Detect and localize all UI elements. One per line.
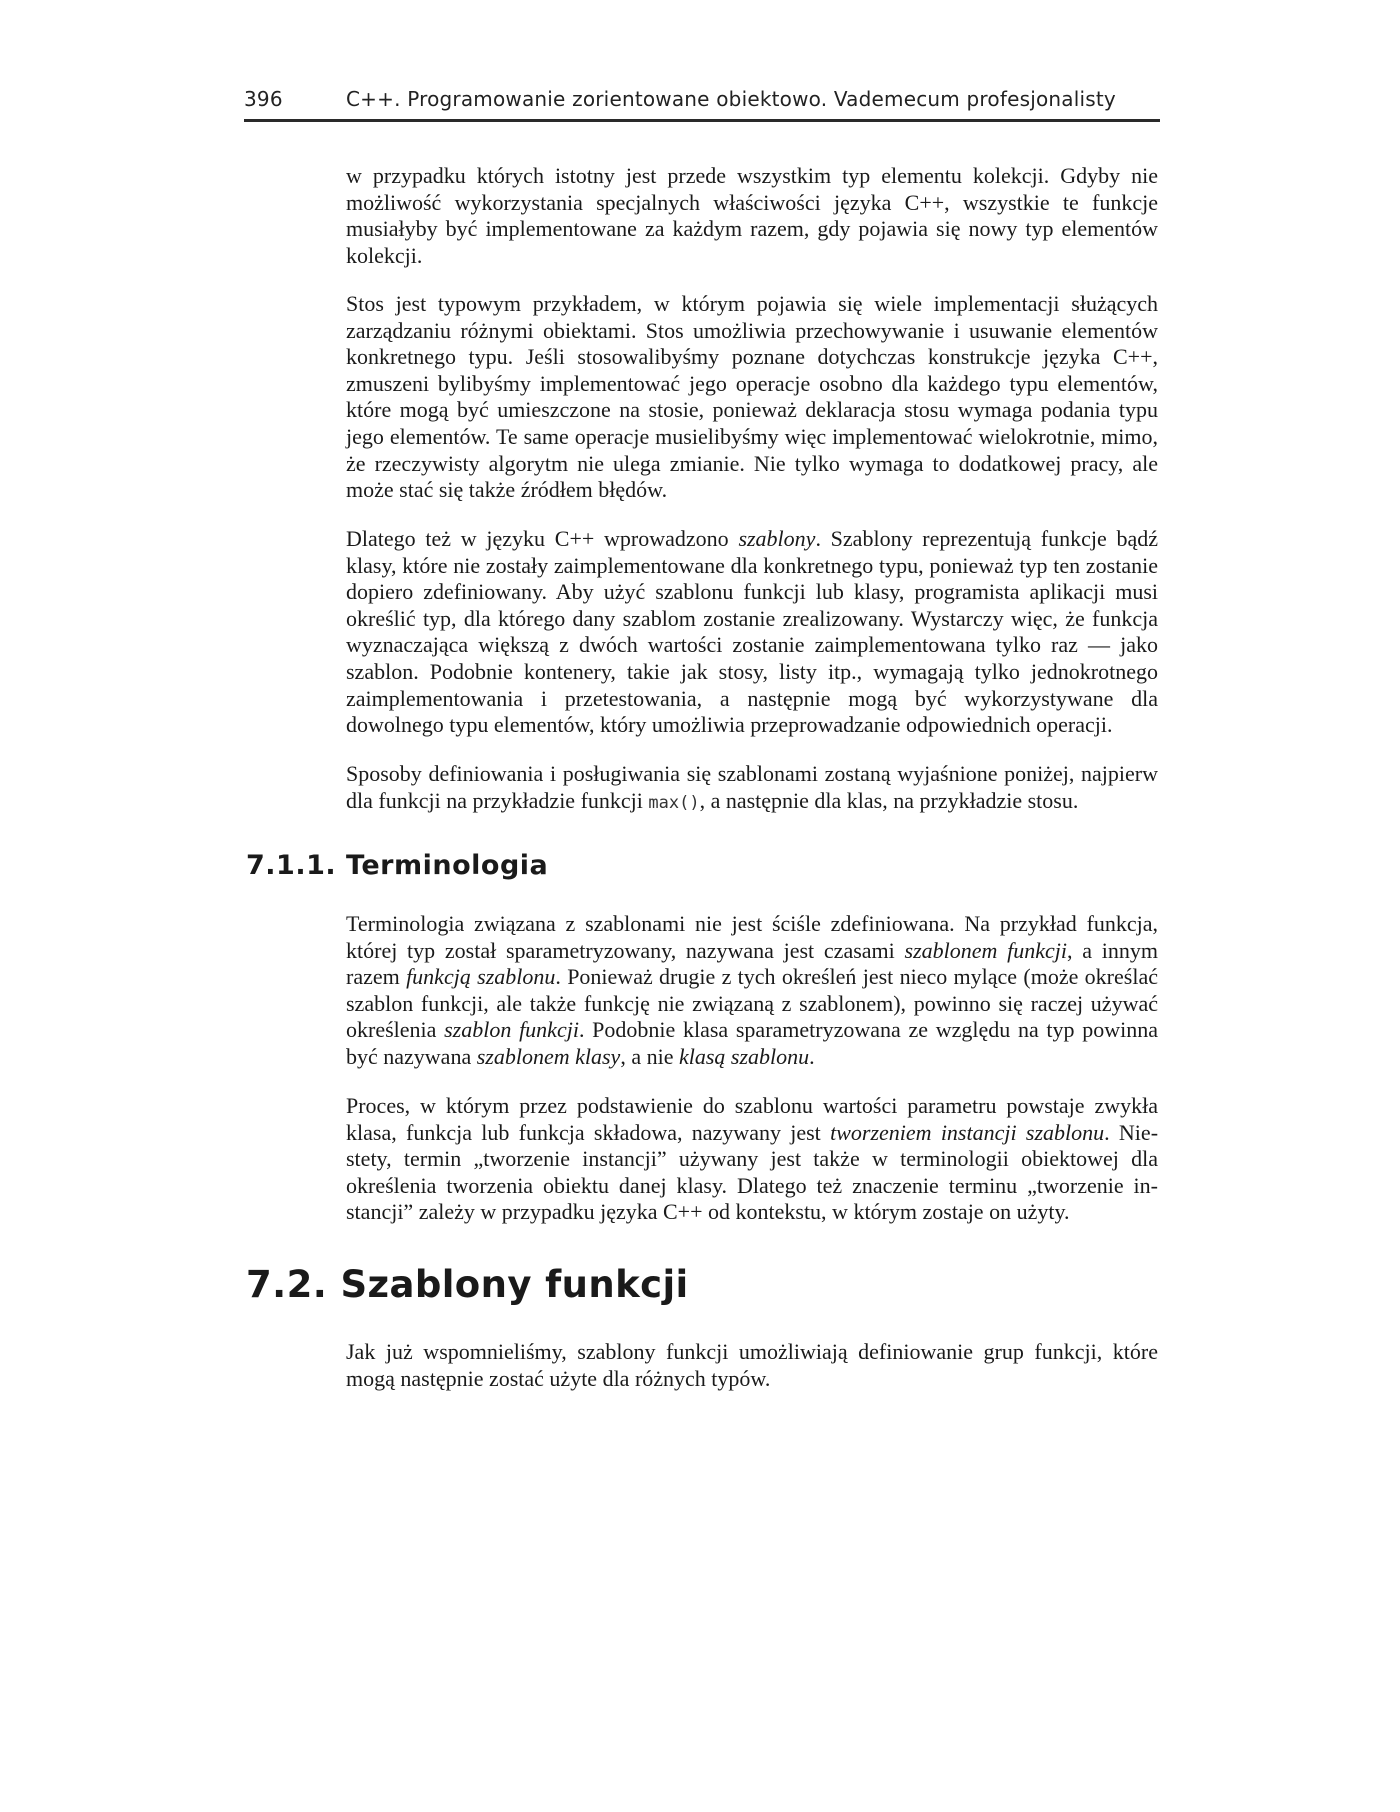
paragraph-5-text-1: Terminologia związana z szablonami nie jest ściśle zdefiniowana. Na przykład funkcja, której typ został sparametryzowany, nazywana jest czasami: [346, 911, 1158, 963]
paragraph-5-text-2: , a innym razem: [346, 937, 1158, 990]
paragraph-6-text-1: Proces, w którym przez podstawienie do szablonu wartości parametru powstaje zwykła klasa, funkcja lub funkcja składowa, nazywany jest: [346, 1093, 1158, 1145]
paragraph-6-text-2: . Niestety, termin „tworzenie instancji” używany jest także w terminologii obiektowej dla określenia tworzenia obiektu danej klasy. Dlatego też znaczenie terminu „tworzenie instancji” zależy w przypadku języka C++ od kontekstu, w którym zostaje on użyty.: [346, 1119, 1159, 1225]
paragraph-7: [346, 1339, 1158, 1392]
paragraph-5-text-5: , a nie: [620, 1043, 679, 1069]
paragraph-4-text-a: Sposoby definiowania i posługiwania się szablonami zostaną wyjaśnione poniżej, najpierw dla funkcji na przykładzie funkcji: [346, 761, 1158, 813]
section-heading-terminologia: 7.1.1. Terminologia: [246, 850, 549, 881]
paragraph-3-text-b: . Szablony reprezentują funkcje bądź klasy, które nie zostały zaimplementowane dla konkretnego typu, ponieważ typ ten zostanie dopiero zdefiniowany. Aby użyć szablonu funkcji lub klasy, programista aplikacji musi określić typ, dla którego dany szablom zostanie zrealizowany. Wystarczy więc, że funkcja wyznaczająca większą z dwóch wartości zostanie zaimplementowana tylko raz — jako szablon. Podobnie kontenery, takie jak stosy, listy itp., wymagają tylko jednokrotnego zaimplementowania i przetestowania, a następnie mogą być wykorzystywane dla dowolnego typu elementów, który umożliwia przeprowadzanie odpowiednich operacji.: [346, 526, 1159, 738]
page-number: 396: [244, 87, 283, 111]
paragraph-5-text-3: . Ponieważ drugie z tych określeń jest nieco mylące (może określać szablon funkcji, ale także funkcję nie związaną z szablonem), powinno się raczej używać określenia: [346, 964, 1158, 1043]
section-heading-szablony-funkcji: 7.2. Szablony funkcji: [246, 1263, 689, 1306]
term-szablon-funkcji: szablon funkcji: [444, 1017, 579, 1043]
paragraph-2-text: Stos jest typowym przykładem, w którym pojawia się wiele implementacji służących zarządzaniu różnymi obiektami. Stos umożliwia przechowywanie i usuwanie elementów konkretnego typu. Jeśli stosowalibyśmy poznane dotychczas konstrukcje języka C++, zmuszeni bylibyśmy implementować jego operacje osobno dla każdego typu elementów, które mogą być umieszczone na stosie, ponieważ deklaracja stosu wymaga podania typu jego elementów. Te same operacje musielibyśmy więc implementować wielokrotnie, mimo, że rzeczywisty algorytm nie ulega zmianie. Nie tylko wymaga to dodatkowej pracy, ale może stać się także źródłem błędów.: [346, 291, 1158, 503]
term-szablonem-klasy: szablonem klasy: [476, 1043, 621, 1069]
paragraph-1-text: w przypadku których istotny jest przede wszystkim typ elementu kolekcji. Gdyby nie możliwość wykorzystania specjalnych właściwości języka C++, wszystkie te funkcje musiałyby być implementowane za każdym razem, gdy pojawia się nowy typ elementów kolekcji.: [346, 163, 1158, 268]
paragraph-6: [346, 1093, 1158, 1226]
term-tworzeniem-instancji-szablonu: tworzeniem instancji szablonu: [830, 1119, 1105, 1145]
paragraph-4: [346, 761, 1158, 816]
paragraph-7-text: Jak już wspomnieliśmy, szablony funkcji umożliwiają definiowanie grup funkcji, które mogą następnie zostać użyte dla różnych typów.: [346, 1339, 1158, 1391]
term-szablony: szablony: [738, 526, 816, 551]
running-header: [244, 83, 1160, 122]
term-funkcja-szablonu: funkcją szablonu: [406, 964, 556, 990]
paragraph-5: [346, 911, 1158, 1071]
paragraph-5-text-6: .: [809, 1043, 815, 1069]
book-title: C++. Programowanie zorientowane obiektowo. Vademecum profesjonalisty: [346, 87, 1116, 111]
paragraph-1: [346, 163, 1158, 269]
paragraph-4-text-b: , a następnie dla klas, na przykładzie stosu.: [699, 787, 1079, 813]
paragraph-3-text-a: Dlatego też w języku C++ wprowadzono: [346, 526, 739, 551]
term-szablonem-funkcji: szablonem funkcji: [904, 937, 1068, 963]
paragraph-3: [346, 526, 1158, 739]
code-max-function: max(): [648, 792, 700, 813]
term-klasa-szablonu: klasą szablonu: [678, 1043, 810, 1069]
paragraph-2: [346, 291, 1158, 504]
paragraph-5-text-4: . Podobnie klasa sparametryzowana ze względu na typ powinna być nazywana: [346, 1017, 1159, 1069]
